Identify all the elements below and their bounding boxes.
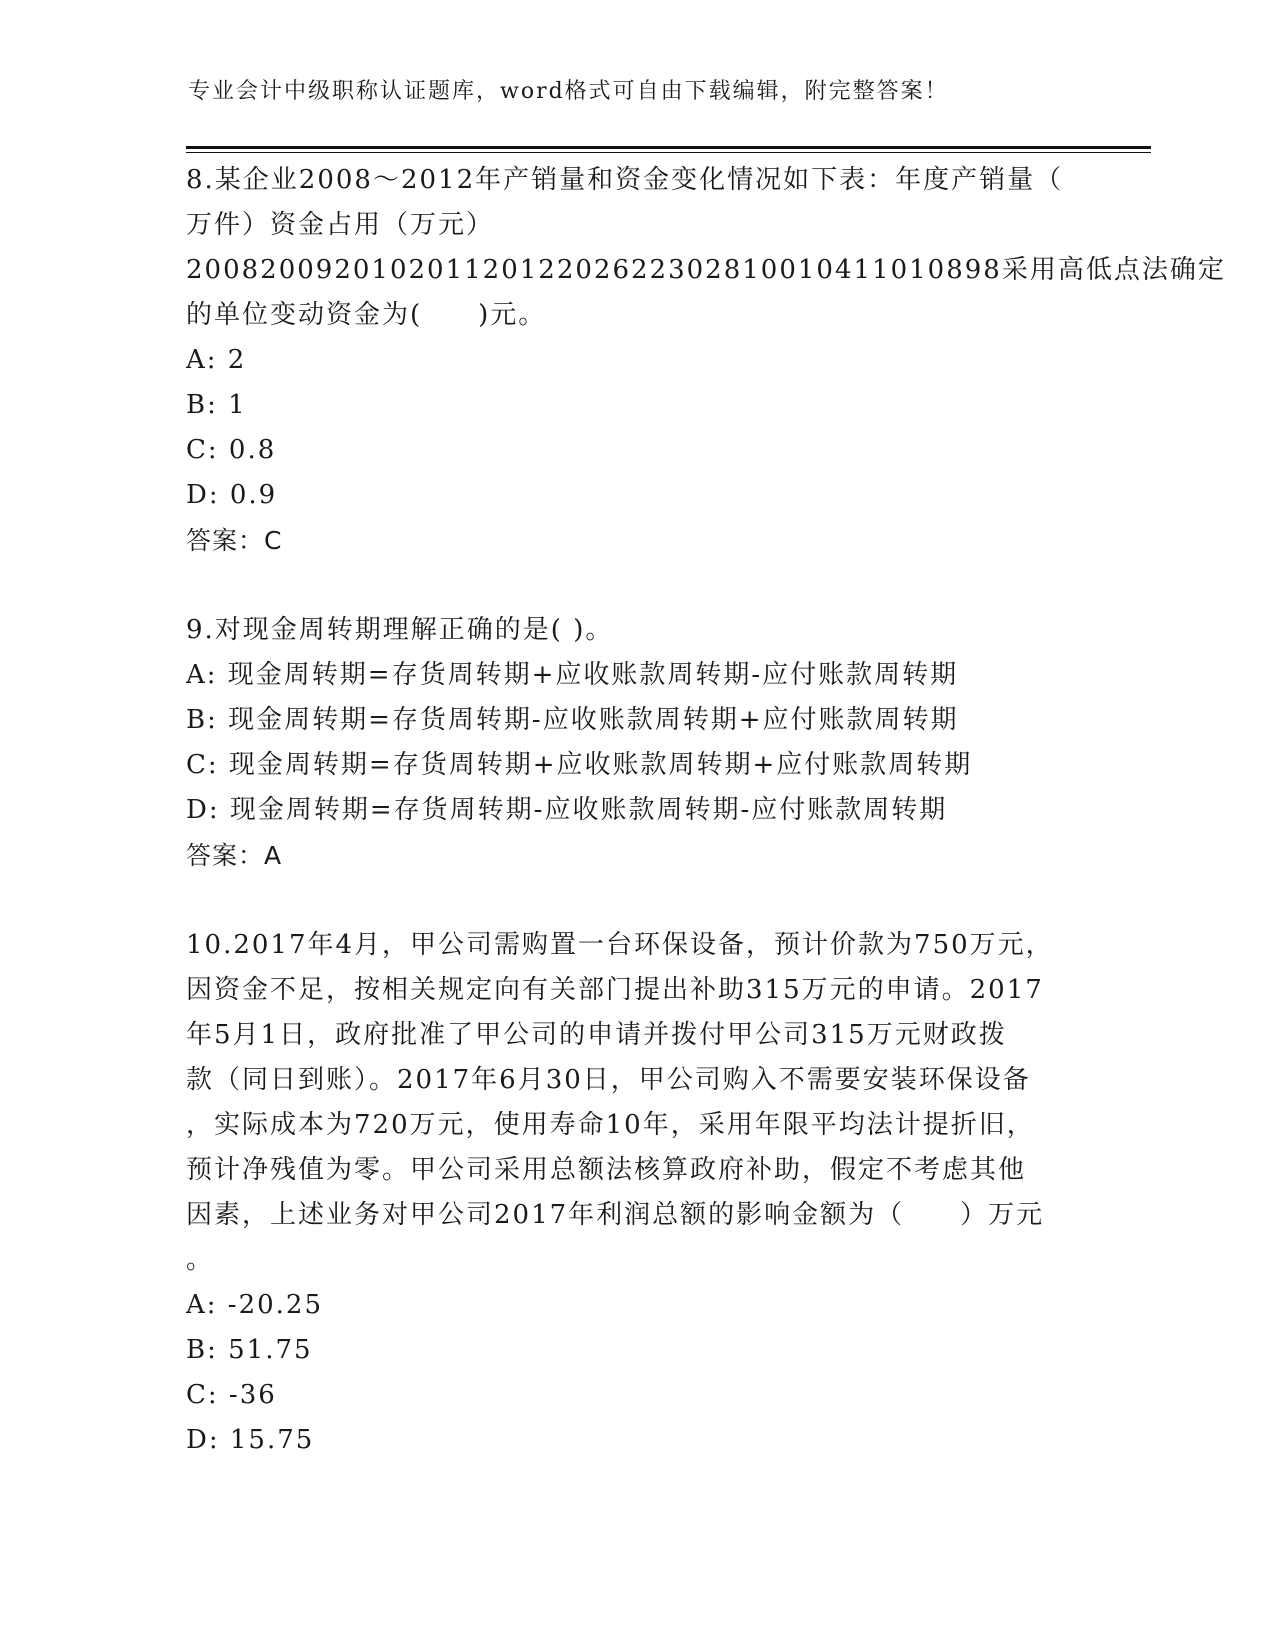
page-header: 专业会计中级职称认证题库，word格式可自由下载编辑，附完整答案！ [188, 79, 949, 104]
question-text-line: 。 [186, 1245, 215, 1275]
question-text-line: 预计净残值为零。甲公司采用总额法核算政府补助，假定不考虑其他 [186, 1155, 1027, 1185]
question-text-line: 因素，上述业务对甲公司2017年利润总额的影响金额为（ ）万元 [186, 1200, 1045, 1230]
question-list [186, 158, 1226, 1463]
spacer [186, 878, 1086, 923]
question-text-line: 10.2017年4月，甲公司需购置一台环保设备，预计价款为750万元， [186, 930, 1054, 960]
question-text-line: 的单位变动资金为( )元。 [186, 300, 547, 330]
answer-label: 答案：A [186, 841, 283, 870]
question-text-line: 年5月1日，政府批准了甲公司的申请并拨付甲公司315万元财政拨 [186, 1020, 1007, 1050]
option-a: A: 2 [186, 345, 247, 375]
option-a: A: -20.25 [186, 1290, 324, 1320]
header-rule-thin [186, 152, 1151, 153]
option-a: A: 现金周转期=存货周转期+应收账款周转期-应付账款周转期 [186, 660, 959, 690]
question-9 [186, 608, 1086, 878]
question-text-line: 因资金不足，按相关规定向有关部门提出补助315万元的申请。2017 [186, 975, 1044, 1005]
question-text-line: 万件）资金占用（万元） [186, 210, 495, 240]
header-rule-thick [186, 146, 1151, 149]
question-text-line: 20082009201020112012202622302810010411010898采用高低点法确定 [186, 255, 1226, 285]
option-d: D: 0.9 [186, 480, 278, 510]
option-c: C: -36 [186, 1380, 277, 1410]
spacer [186, 563, 1086, 608]
question-text-line: 款（同日到账）。2017年6月30日，甲公司购入不需要安装环保设备 [186, 1065, 1031, 1095]
question-10 [186, 923, 1086, 1463]
question-8 [186, 158, 1226, 563]
option-b: B: 1 [186, 390, 247, 420]
option-b: B: 51.75 [186, 1335, 313, 1365]
option-d: D: 15.75 [186, 1425, 315, 1455]
question-text-line: ，实际成本为720万元，使用寿命10年，采用年限平均法计提折旧， [186, 1110, 1035, 1140]
option-b: B: 现金周转期=存货周转期-应收账款周转期+应付账款周转期 [186, 705, 959, 735]
option-d: D: 现金周转期=存货周转期-应收账款周转期-应付账款周转期 [186, 795, 948, 825]
question-text-line: 9.对现金周转期理解正确的是( )。 [186, 615, 614, 645]
question-text-line: 8.某企业2008～2012年产销量和资金变化情况如下表：年度产销量（ [186, 165, 1064, 195]
option-c: C: 现金周转期=存货周转期+应收账款周转期+应付账款周转期 [186, 750, 973, 780]
option-c: C: 0.8 [186, 435, 277, 465]
answer-label: 答案：C [186, 526, 283, 555]
